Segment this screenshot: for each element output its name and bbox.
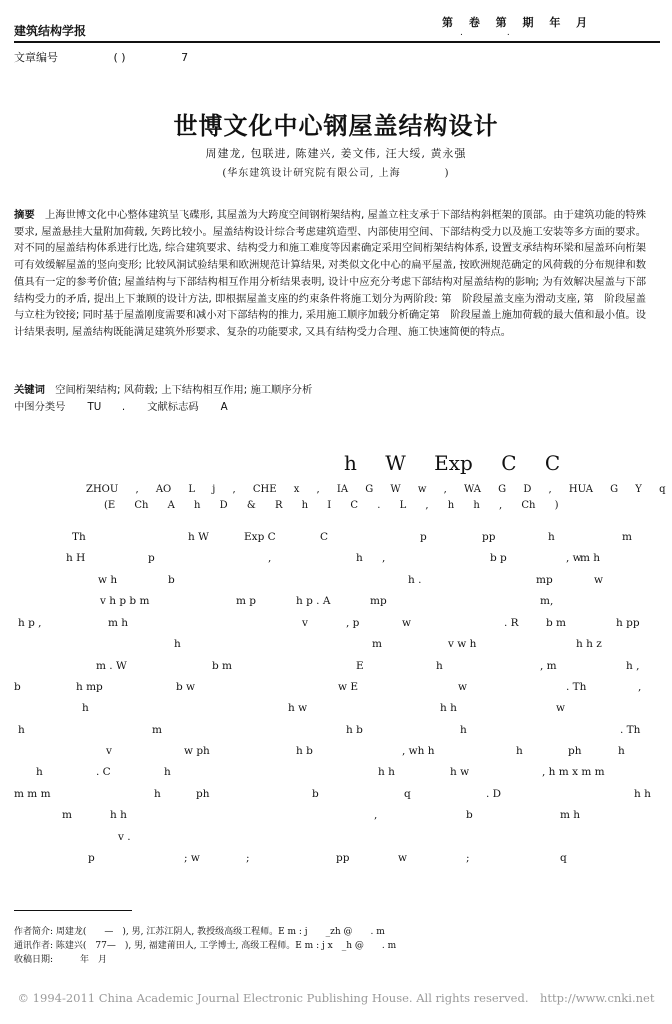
english-abstract-fragment: h b [296,745,313,757]
english-abstract-fragment: , wh h [402,745,435,757]
english-abstract-fragment: Th [72,531,86,543]
english-abstract-fragment: . D [486,788,502,800]
english-abstract-fragment: h [154,788,161,800]
english-abstract-fragment: p [88,852,95,864]
english-abstract-fragment: , [374,809,378,821]
english-abstract-fragment: v h p b m [100,595,150,607]
english-abstract-fragment: C [320,531,329,543]
english-abstract-fragment: h w [288,702,308,714]
paper-affiliation: (华东建筑设计研究院有限公司, 上海 ) [222,168,450,179]
english-abstract-fragment: b p [490,552,507,564]
abstract-label: 摘要 [14,209,35,221]
english-abstract-fragment: h [174,638,181,650]
keywords [14,381,312,396]
english-abstract-fragment: b w [176,681,196,693]
paper-authors: 周建龙, 包联进, 陈建兴, 姜文伟, 汪大绥, 黄永强 [205,147,467,160]
english-abstract-fragment: h . [408,574,422,586]
english-title: h W Exp C C [344,451,561,475]
english-abstract-fragment: h mp [76,681,103,693]
footnote-received-date: 收稿日期: 年 月 [14,955,108,965]
english-abstract-fragment: . Th [566,681,587,693]
english-abstract-fragment: , h m x m m [542,766,605,778]
english-abstract-fragment: h [436,660,443,672]
english-abstract-fragment: w h [98,574,118,586]
english-abstract-fragment: h p . A [296,595,331,607]
doc-code-value: A [220,401,228,413]
english-abstract-fragment: w [402,617,411,629]
english-abstract-fragment: h h [378,766,395,778]
english-abstract-fragment: h h [110,809,127,821]
english-abstract-fragment: m, [540,595,554,607]
english-abstract-fragment: h h [634,788,651,800]
english-abstract-fragment: h w [450,766,470,778]
english-abstract-fragment: h [356,552,363,564]
clc-label: 中图分类号 [14,401,66,413]
english-abstract-fragment: b [14,681,21,693]
english-abstract-fragment: h [516,745,523,757]
article-number [14,49,240,65]
english-abstract-fragment: . R [504,617,519,629]
english-abstract-fragment: , [382,552,386,564]
english-abstract-fragment: q [404,788,411,800]
article-number-paren: ( ) [113,51,126,64]
english-abstract-fragment: p [420,531,427,543]
keywords-label: 关键词 [14,384,45,396]
english-abstract-fragment: m [372,638,382,650]
english-abstract-fragment: h h z [576,638,602,650]
english-abstract-fragment: v . [118,831,131,843]
english-abstract-fragment: w [398,852,407,864]
english-abstract-fragment: v [106,745,112,757]
footnote-rule [14,910,132,911]
english-abstract-fragment: h [82,702,89,714]
english-abstract-fragment: h H [66,552,86,564]
english-abstract-fragment: . Th [620,724,641,736]
english-abstract-fragment: w [594,574,603,586]
english-abstract-fragment: w ph [184,745,210,757]
english-abstract-fragment: m [622,531,632,543]
english-abstract-fragment: ph [568,745,582,757]
english-abstract-fragment: w E [338,681,358,693]
header-rule [14,41,660,43]
english-abstract-fragment: ; [466,852,470,864]
english-abstract-fragment: pp [336,852,350,864]
english-abstract-fragment: h [460,724,467,736]
english-abstract-fragment: mp [370,595,387,607]
english-abstract-fragment: ; w [184,852,200,864]
english-abstract-fragment: m . W [96,660,127,672]
article-number-tail: 7 [181,51,189,64]
english-abstract-fragment: ; [246,852,250,864]
english-abstract-fragment: h [36,766,43,778]
english-abstract-fragment: q [560,852,567,864]
english-authors: ZHOU , AO L j , CHE x , IA G W w , WA G D , HUA G Y q [86,484,666,495]
english-abstract-fragment: h b [346,724,363,736]
english-abstract-fragment: v [302,617,308,629]
english-abstract-fragment: , p [346,617,360,629]
english-abstract-fragment: pp [482,531,496,543]
footnote-author-bio: 作者简介: 周建龙( — ), 男, 江苏江阴人, 教授级高级工程师。E m : j _zh @ . m [14,927,385,937]
doc-code-label: 文献标志码 [147,401,199,413]
english-abstract-fragment: m [152,724,162,736]
issue-line: 第 卷 第 期 年 月 [442,16,590,29]
abstract-text: 上海世博文化中心整体建筑呈飞碟形, 其屋盖为大跨度空间钢桁架结构, 屋盖立柱支承于下部结构斜框架的顶部。由于建筑功能的特殊要求, 屋盖悬挂大量附加荷载, 矢跨比较小。屋盖结构设计综合考虑建筑造型、内部使用空间、下部结构受力以及施工安装等多方面的要求。对不同的屋盖结构体系进行比选, 综合建筑要求、结构受力和施工难度等因素确定采用空间桁架结构体系, 设置支承结构环梁和屋盖环向桁架可有效缓解屋盖的竖向变形; 比较风洞试验结果和欧洲规范计算结果, 对类似文化中心的扁平屋盖, 按欧洲规范确定的风荷载的分布规律和数值具有一定的参考价值; 屋盖结构与下部结构相互作用分析结果表明, 设计中应充分考虑下部结构对屋盖结构的影响; 为有效解决屋盖与下部结构受力的矛盾, 提出上下兼顾的设计方法, 即根据屋盖支座的约束条件将施工划分为两阶段: 第 阶段屋盖支座为滑动支座, 第 阶段屋盖与立柱为铰接; 同时基于屋盖刚度需要和减小对下部结构的推力, 采用施工顺序加载分析确定第 阶段屋盖上施加荷载的最大值和最小值。设计结果表明, 屋盖结构既能满足建筑外形要求、复杂的功能要求, 又具有结构受力合理、施工快速简便的特点。 [14,209,647,338]
issue-dots: .. [460,28,554,38]
english-abstract-fragment: w [458,681,467,693]
english-abstract-fragment: b m [546,617,567,629]
english-abstract-fragment: h [618,745,625,757]
english-abstract-fragment: h [164,766,171,778]
article-number-label: 文章编号 [14,51,58,64]
copyright-notice: © 1994-2011 China Academic Journal Electronic Publishing House. All rights reserved. http://www.cnki.net [17,991,655,1005]
english-abstract-fragment: m h [560,809,581,821]
english-abstract-fragment: , m [540,660,557,672]
english-affiliation: (E Ch A h D & R h I C . L , h h , Ch ) [104,500,559,511]
english-abstract-fragment: p [148,552,155,564]
classification [14,398,250,413]
english-abstract-fragment: h , [626,660,640,672]
english-abstract-fragment: m h [580,552,601,564]
english-abstract-fragment: mp [536,574,553,586]
english-abstract-fragment: h pp [616,617,640,629]
english-abstract-fragment: m p [236,595,257,607]
footnote-corresponding: 通讯作者: 陈建兴( 77— ), 男, 福建莆田人, 工学博士, 高级工程师。E m : j x _h @ . m [14,941,397,951]
english-abstract-fragment: b [168,574,175,586]
english-abstract-fragment: h W [188,531,209,543]
english-abstract-fragment: v w h [448,638,477,650]
english-abstract-fragment: b [312,788,319,800]
clc-value: TU . [87,401,126,413]
english-abstract-fragment: h [18,724,25,736]
english-abstract-fragment: ph [196,788,210,800]
english-abstract-fragment: h p , [18,617,42,629]
english-abstract-fragment: , [638,681,642,693]
english-abstract-fragment: b m [212,660,233,672]
english-abstract-fragment: m [62,809,72,821]
english-abstract-fragment: Exp C [244,531,276,543]
paper-title: 世博文化中心钢屋盖结构设计 [173,112,499,140]
journal-name: 建筑结构学报 [14,24,87,38]
english-abstract-fragment: m m m [14,788,51,800]
english-abstract-fragment: m h [108,617,129,629]
english-abstract-fragment: h h [440,702,457,714]
english-abstract-fragment: E [356,660,364,672]
english-abstract-fragment: , [268,552,272,564]
abstract [14,207,646,341]
english-abstract-fragment: w [556,702,565,714]
english-abstract-fragment: . C [96,766,111,778]
english-abstract-fragment: b [466,809,473,821]
english-abstract-fragment: h [548,531,555,543]
english-abstract-fragment: , w [566,552,582,564]
keywords-text: 空间桁架结构; 风荷载; 上下结构相互作用; 施工顺序分析 [55,384,313,396]
